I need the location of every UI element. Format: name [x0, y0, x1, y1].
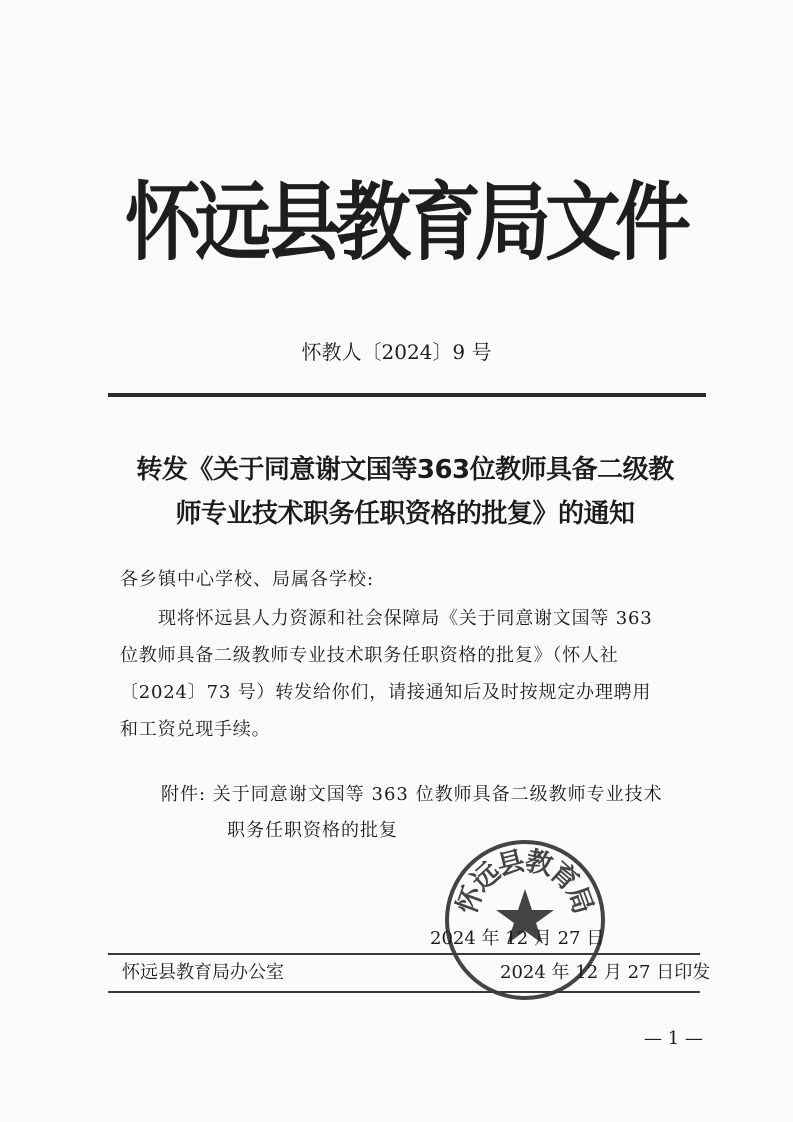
title-line-1: 转发《关于同意谢文国等363位教师具备二级教 [136, 455, 674, 485]
issue-date: 2024 年 12 月 27 日印发 [500, 962, 711, 983]
document-heading: 怀远县教育局文件 [125, 172, 685, 273]
attachment-line-1: 附件: 关于同意谢文国等 363 位教师具备二级教师专业技术 [161, 784, 663, 805]
seal-character: 局 [560, 882, 599, 919]
body-line: 位教师具备二级教师专业技术职务任职资格的批复》（怀人社 [120, 645, 619, 666]
page-number: — 1 — [644, 1028, 703, 1049]
body-line: 和工资兑现手续。 [120, 719, 271, 740]
seal-character: 育 [543, 856, 585, 898]
signature-date: 2024 年 12 月 27 日 [430, 928, 605, 949]
body-line: 〔2024〕73 号）转发给你们，请接通知后及时按规定办理聘用 [120, 682, 652, 703]
body-line: 现将怀远县人力资源和社会保障局《关于同意谢文国等 363 [158, 608, 653, 629]
document-title [100, 448, 710, 536]
body-paragraph [120, 600, 690, 748]
seal-character: 县 [494, 845, 528, 883]
footer-rule-top [108, 953, 700, 955]
attachment-note [161, 777, 701, 849]
title-line-2: 师专业技术职务任职资格的批复》的通知 [175, 499, 635, 529]
header-divider [108, 393, 706, 397]
attachment-line-2: 职务任职资格的批复 [227, 820, 398, 841]
issuing-office: 怀远县教育局办公室 [122, 962, 284, 983]
document-number: 怀教人〔2024〕9 号 [301, 340, 492, 364]
seal-character: 远 [465, 856, 507, 898]
salutation: 各乡镇中心学校、局属各学校: [120, 569, 375, 590]
seal-character: 怀 [451, 882, 490, 919]
seal-character: 教 [522, 845, 556, 883]
footer-rule-bottom [108, 991, 700, 993]
